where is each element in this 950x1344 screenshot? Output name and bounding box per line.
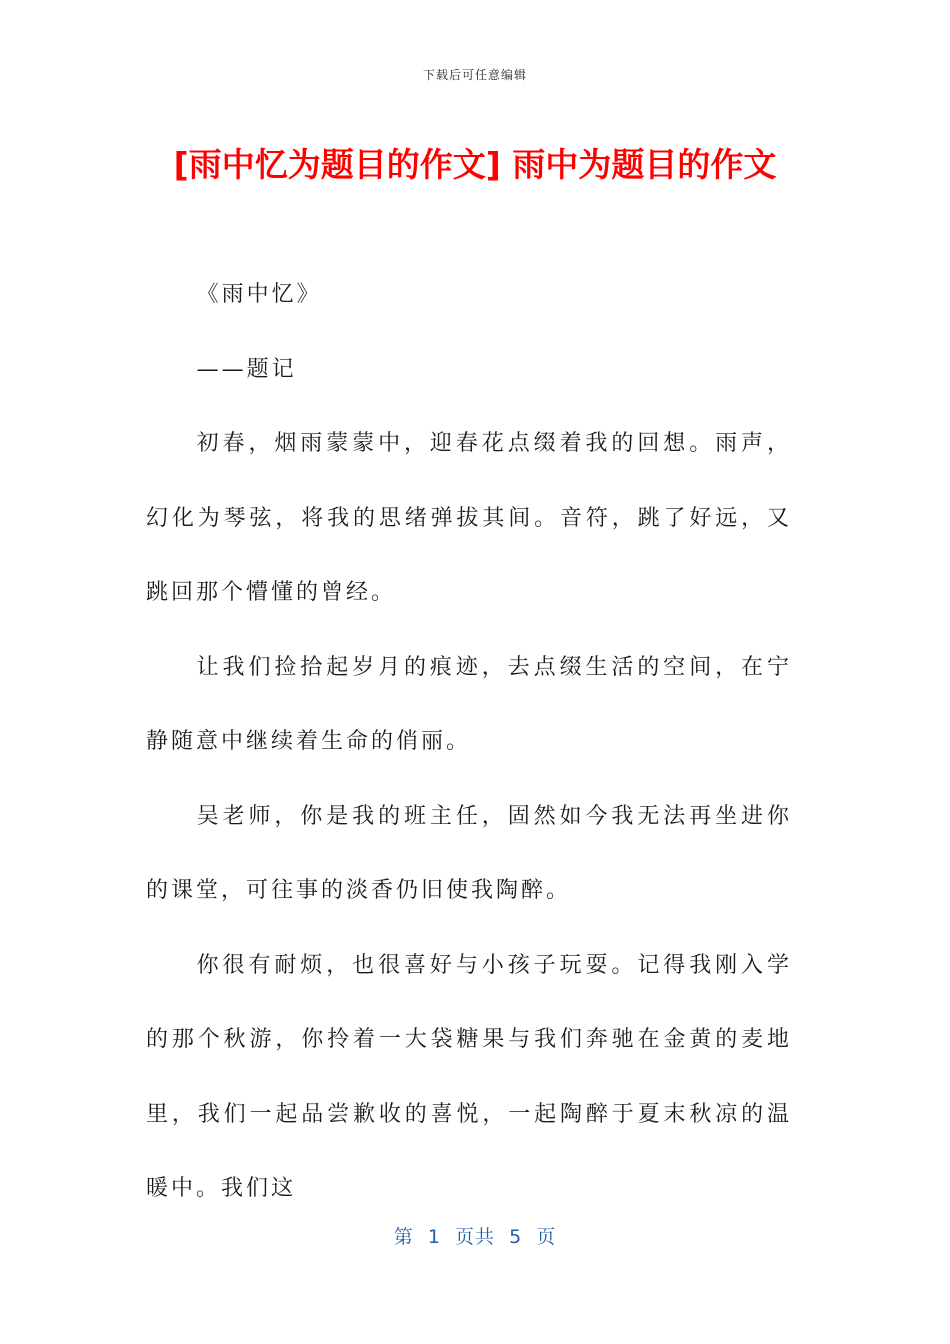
header-note: 下载后可任意编辑: [422, 68, 527, 82]
page-number-footer: 第 1 页共 5 页: [393, 1226, 557, 1248]
document-body: [146, 258, 792, 1227]
document-title: [雨中忆为题目的作文] 雨中为题目的作文: [173, 145, 777, 184]
paragraph: ——题记: [196, 356, 297, 382]
paragraph: 你很有耐烦，也很喜好与小孩子玩耍。记得我刚入学的那个秋游，你拎着一大袋糖果与我们奔驰在金黄的麦地里，我们一起品尝歉收的喜悦，一起陶醉于夏末秋凉的温暖中。我们这: [146, 952, 792, 1201]
paragraph: 吴老师，你是我的班主任，固然如今我无法再坐进你的课堂，可往事的淡香仍旧使我陶醉。: [146, 803, 792, 903]
paragraph: 《雨中忆》: [196, 282, 322, 307]
paragraph: 让我们捡拾起岁月的痕迹，去点缀生活的空间，在宁静随意中继续着生命的俏丽。: [146, 654, 792, 754]
paragraph: 初春，烟雨蒙蒙中，迎春花点缀着我的回想。雨声，幻化为琴弦，将我的思绪弹拔其间。音符，跳了好远，又跳回那个懵懂的曾经。: [146, 431, 792, 605]
